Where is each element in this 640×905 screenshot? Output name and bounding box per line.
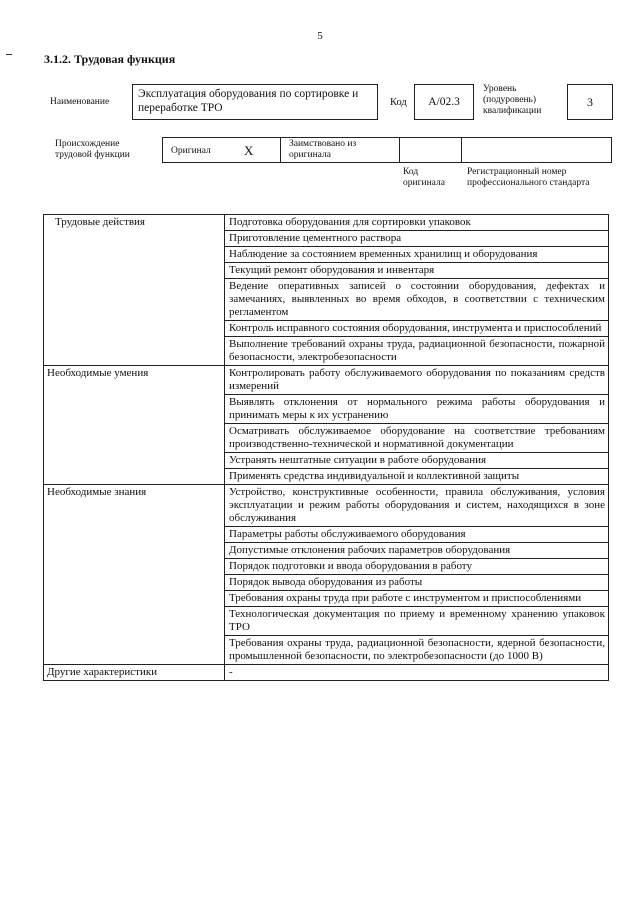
code-original-label: Код оригинала xyxy=(403,167,445,188)
labor-actions-list xyxy=(225,215,609,366)
list-item: Текущий ремонт оборудования и инвентаря xyxy=(225,263,608,279)
list-item: Приготовление цементного раствора xyxy=(225,231,608,247)
list-item: Контролировать работу обслуживаемого оборудования по показаниям средств измерений xyxy=(225,366,608,395)
borrowed-label: Заимствовано из оригинала xyxy=(289,139,357,160)
other-label: Другие характеристики xyxy=(44,665,225,681)
list-item: Контроль исправного состояния оборудования, инструмента и приспособлений xyxy=(225,321,608,337)
list-item: Ведение оперативных записей о состоянии оборудования, дефектах и замечаниях, выявленных во время обходов, в соответствии с техническим регламентом xyxy=(225,279,608,321)
section-title: 3.1.2. Трудовая функция xyxy=(44,52,176,66)
knowledge-label: Необходимые знания xyxy=(44,485,225,665)
knowledge-list xyxy=(225,485,609,665)
skills-label: Необходимые умения xyxy=(44,366,225,485)
list-item: Требования охраны труда, радиационной безопасности, ядерной безопасности, промышленной безопасности, по электробезопасности (до 1000 В) xyxy=(229,637,605,662)
qualification-level-label: Уровень (подуровень) квалификации xyxy=(483,84,542,116)
page-number: 5 xyxy=(317,30,323,42)
reg-number-label: Регистрационный номер профессионального стандарта xyxy=(467,167,590,188)
list-item: Требования охраны труда при работе с инструментом и приспособлениями xyxy=(225,591,608,607)
list-item: Наблюдение за состоянием временных хранилищ и оборудования xyxy=(225,247,608,263)
labor-actions-row xyxy=(44,215,609,366)
list-item: Применять средства индивидуальной и коллективной защиты xyxy=(229,470,520,482)
labor-actions-label: Трудовые действия xyxy=(44,215,225,366)
list-item: Технологическая документация по приему и временному хранению упаковок ТРО xyxy=(225,607,608,636)
list-item: Выполнение требований охраны труда, радиационной безопасности, пожарной безопасности, электробезопасности xyxy=(229,338,605,363)
qualification-level-field: 3 xyxy=(567,84,613,120)
other-value: - xyxy=(229,666,233,678)
original-label: Оригинал xyxy=(171,146,211,156)
skills-row xyxy=(44,366,609,485)
list-item: Параметры работы обслуживаемого оборудования xyxy=(225,527,608,543)
margin-mark xyxy=(6,54,12,55)
function-name-field: Эксплуатация оборудования по сортировке и переработке ТРО xyxy=(132,84,378,120)
list-item: Выявлять отклонения от нормального режима работы оборудования и принимать меры к их устранению xyxy=(225,395,608,424)
origin-label: Происхождение трудовой функции xyxy=(55,139,130,160)
code-field: А/02.3 xyxy=(414,84,474,120)
list-item: Подготовка оборудования для сортировки упаковок xyxy=(225,215,608,231)
list-item: Устранять нештатные ситуации в работе оборудования xyxy=(225,453,608,469)
knowledge-row xyxy=(44,485,609,665)
other-list xyxy=(225,665,609,681)
function-table xyxy=(43,214,609,681)
other-row xyxy=(44,665,609,681)
original-mark: X xyxy=(244,143,254,158)
list-item: Осматривать обслуживаемое оборудование на соответствие требованиям производственно-технической и нормативной документации xyxy=(225,424,608,453)
list-item: Порядок подготовки и ввода оборудования в работу xyxy=(225,559,608,575)
skills-list xyxy=(225,366,609,485)
name-label: Наименование xyxy=(50,97,110,107)
code-label: Код xyxy=(390,97,407,108)
list-item: Порядок вывода оборудования из работы xyxy=(225,575,608,591)
list-item: Устройство, конструктивные особенности, правила обслуживания, условия эксплуатации и режим работы оборудования и систем, находящихся в зоне обслуживания xyxy=(225,485,608,527)
list-item: Допустимые отклонения рабочих параметров оборудования xyxy=(225,543,608,559)
